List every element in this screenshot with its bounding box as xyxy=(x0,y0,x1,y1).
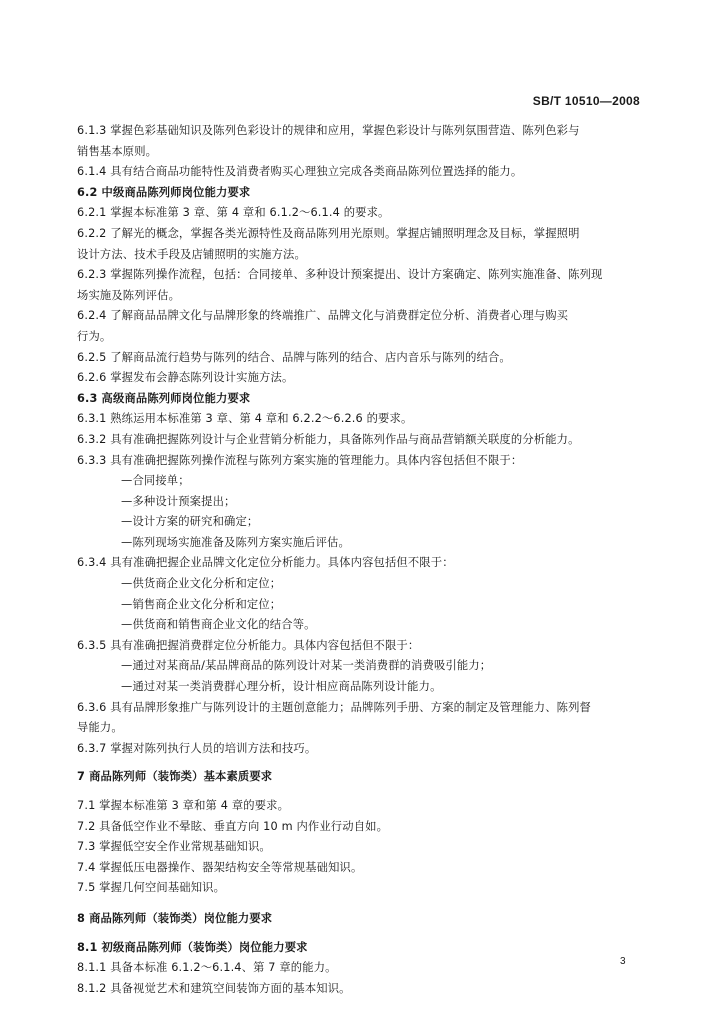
list-item: —销售商企业文化分析和定位； xyxy=(121,597,282,611)
text-line: 6.3.5 具有准确把握消费群定位分析能力。具体内容包括但不限于： xyxy=(77,638,420,652)
text-line: 6.2.1 掌握本标准第 3 章、第 4 章和 6.1.2～6.1.4 的要求。 xyxy=(77,206,390,220)
chapter-heading: 8 商品陈列师（装饰类）岗位能力要求 xyxy=(77,911,273,925)
text-line: 7.3 掌握低空安全作业常规基础知识。 xyxy=(77,840,271,854)
text-line: 销售基本原则。 xyxy=(77,144,158,158)
section-heading: 6.3 高级商品陈列师岗位能力要求 xyxy=(77,391,251,405)
text-line: 导能力。 xyxy=(77,721,123,735)
list-item: —多种设计预案提出； xyxy=(121,494,236,508)
text-line: 6.3.2 具有准确把握陈列设计与企业营销分析能力，具备陈列作品与商品营销额关联度的分析能力。 xyxy=(77,432,580,446)
text-line: 7.1 掌握本标准第 3 章和第 4 章的要求。 xyxy=(77,799,290,812)
text-line: 6.2.4 了解商品品牌文化与品牌形象的终端推广、品牌文化与消费群定位分析、消费者心理与购买 xyxy=(77,309,569,323)
list-item: —供货商和销售商企业文化的结合等。 xyxy=(121,618,316,632)
list-item: —供货商企业文化分析和定位； xyxy=(121,577,282,591)
section-heading: 6.2 中级商品陈列师岗位能力要求 xyxy=(77,185,251,199)
text-line: 6.1.4 具有结合商品功能特性及消费者购买心理独立完成各类商品陈列位置选择的能力。 xyxy=(77,165,523,179)
text-line: 7.5 掌握几何空间基础知识。 xyxy=(77,881,226,895)
list-item: —合同接单； xyxy=(121,474,190,488)
text-line: 行为。 xyxy=(77,329,112,343)
text-line: 6.1.3 掌握色彩基础知识及陈列色彩设计的规律和应用，掌握色彩设计与陈列氛围营造、陈列色彩与 xyxy=(77,124,580,137)
text-line: 6.3.6 具有品牌形象推广与陈列设计的主题创意能力；品牌陈列手册、方案的制定及管理能力、陈列督 xyxy=(77,700,592,714)
list-item: —陈列现场实施准备及陈列方案实施后评估。 xyxy=(121,535,350,549)
text-line: 6.3.3 具有准确把握陈列操作流程与陈列方案实施的管理能力。具体内容包括但不限于： xyxy=(77,453,523,467)
section-heading: 8.1 初级商品陈列师（装饰类）岗位能力要求 xyxy=(77,940,308,954)
text-line: 6.3.4 具有准确把握企业品牌文化定位分析能力。具体内容包括但不限于： xyxy=(77,556,454,570)
text-line: 8.1.1 具备本标准 6.1.2～6.1.4、第 7 章的能力。 xyxy=(77,961,337,975)
text-line: 6.3.1 熟练运用本标准第 3 章、第 4 章和 6.2.2～6.2.6 的要求。 xyxy=(77,412,413,426)
text-line: 7.2 具备低空作业不晕眩、垂直方向 10 m 内作业行动自如。 xyxy=(77,819,389,833)
list-item: —通过对某一类消费群心理分析，设计相应商品陈列设计能力。 xyxy=(121,680,442,694)
text-line: 6.2.2 了解光的概念，掌握各类光源特性及商品陈列用光原则。掌握店铺照明理念及目标，掌握照明 xyxy=(77,226,580,240)
chapter-heading: 7 商品陈列师（装饰类）基本素质要求 xyxy=(77,770,273,784)
page-number: 3 xyxy=(620,956,626,967)
text-line: 6.2.6 掌握发布会静态陈列设计实施方法。 xyxy=(77,371,294,385)
document-code: SB/T 10510—2008 xyxy=(532,94,640,108)
text-line: 8.1.2 具备视觉艺术和建筑空间装饰方面的基本知识。 xyxy=(77,981,351,995)
text-line: 设计方法、技术手段及店铺照明的实施方法。 xyxy=(77,247,306,261)
text-line: 7.4 掌握低压电器操作、器架结构安全等常规基础知识。 xyxy=(77,860,363,874)
list-item: —通过对某商品/某品牌商品的陈列设计对某一类消费群的消费吸引能力； xyxy=(121,659,492,673)
text-line: 6.2.5 了解商品流行趋势与陈列的结合、品牌与陈列的结合、店内音乐与陈列的结合。 xyxy=(77,350,511,364)
document-body xyxy=(77,121,647,999)
list-item: —设计方案的研究和确定； xyxy=(121,515,259,529)
text-line: 场实施及陈列评估。 xyxy=(77,288,181,302)
text-line: 6.3.7 掌握对陈列执行人员的培训方法和技巧。 xyxy=(77,741,317,755)
text-line: 6.2.3 掌握陈列操作流程，包括：合同接单、多种设计预案提出、设计方案确定、陈列实施准备、陈列现 xyxy=(77,268,603,282)
